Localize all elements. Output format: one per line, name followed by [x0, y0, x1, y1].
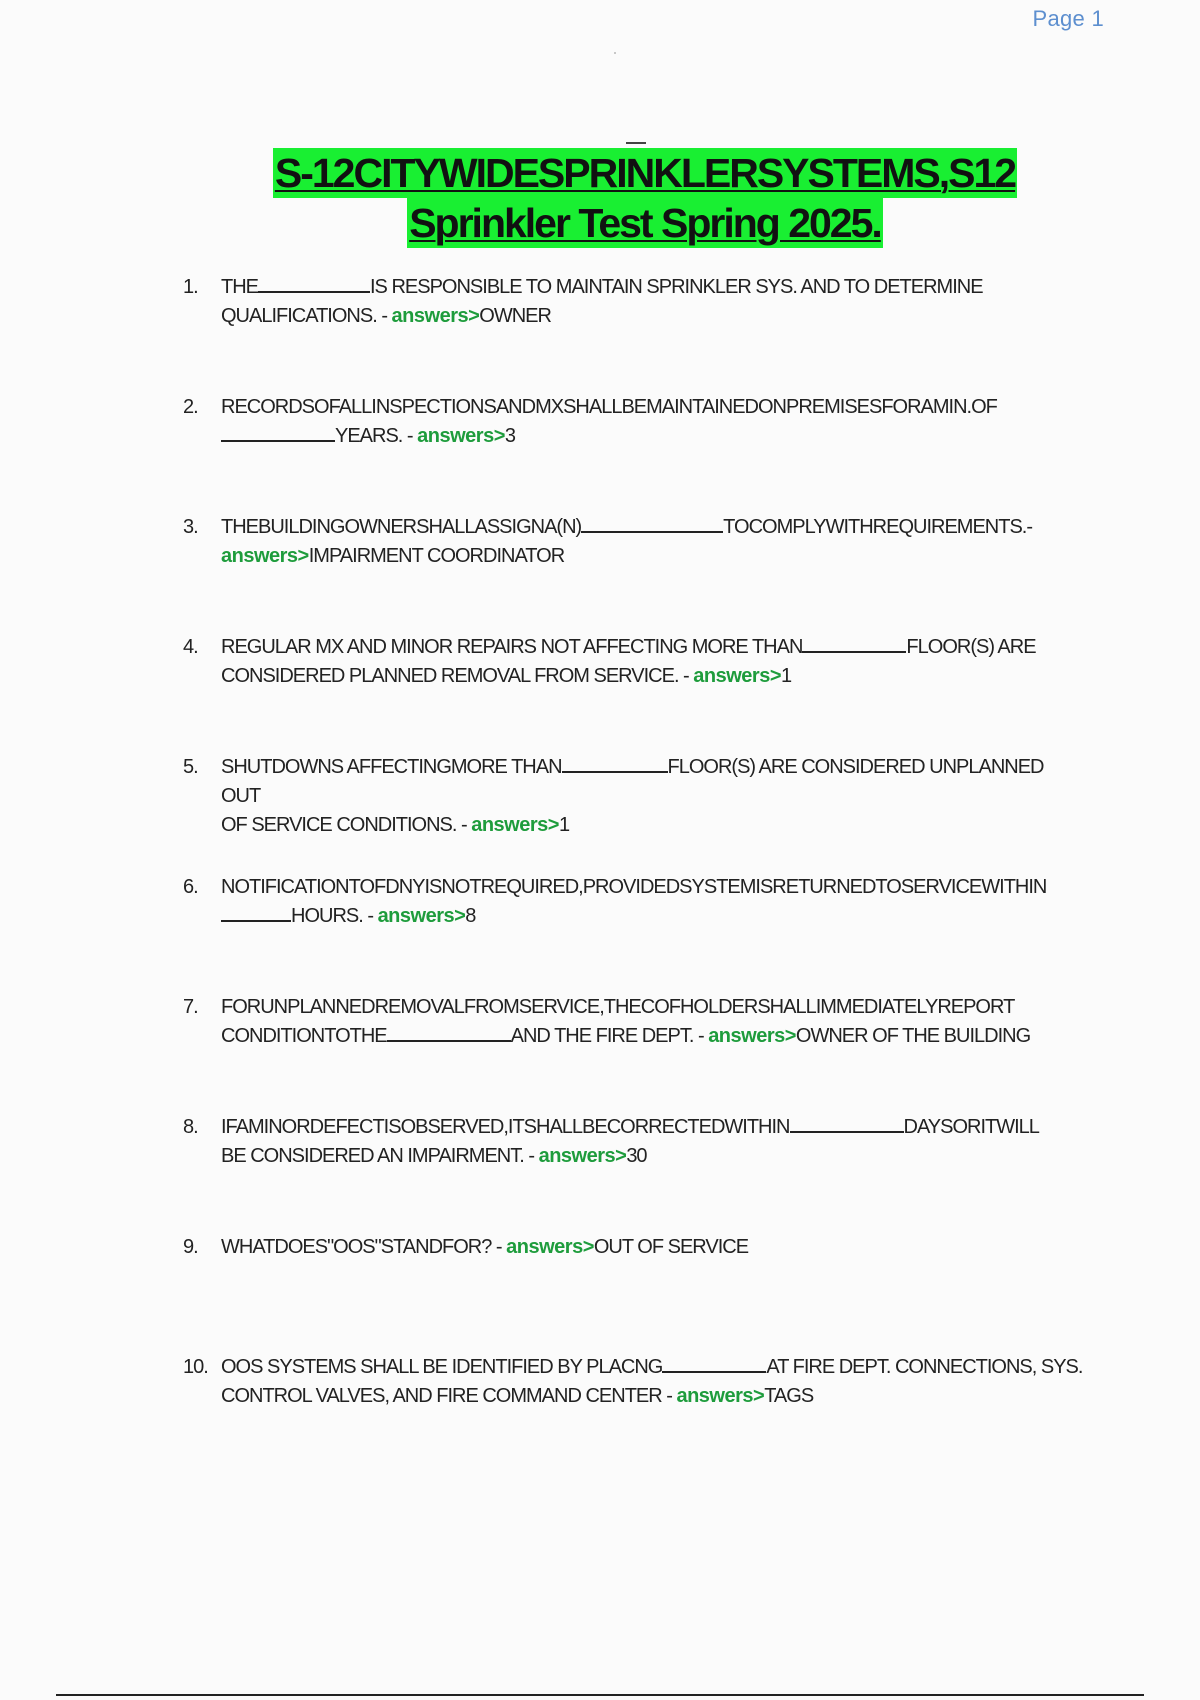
question-text-segment: AT FIRE DEPT. CONNECTIONS, SYS.: [766, 1356, 1083, 1378]
question-item: [183, 273, 1083, 393]
question-text-segment: RECORDSOFALLINSPECTIONSANDMXSHALLBEMAINTAINEDONPREMISESFORAMIN.OF: [221, 396, 997, 418]
answer-text: OWNER: [479, 305, 551, 327]
question-text-segment: IFAMINORDEFECTISOBSERVED,ITSHALLBECORRECTEDWITHIN: [221, 1116, 790, 1138]
question-text-segment: FLOOR(S) ARE CONSIDERED UNPLANNED OUT: [221, 756, 1044, 807]
question-text-segment: QUALIFICATIONS. -: [221, 305, 392, 327]
question-text-segment: SHUTDOWNS AFFECTINGMORE THAN: [221, 756, 562, 778]
question-text-segment: OF SERVICE CONDITIONS. -: [221, 814, 472, 836]
question-text-segment: DAYSORITWILL: [903, 1116, 1039, 1138]
question-item: [183, 1113, 1083, 1233]
question-text-segment: TOCOMPLYWITHREQUIREMENTS.-: [723, 516, 1032, 538]
answer-text: 3: [504, 425, 515, 447]
answer-text: 1: [558, 814, 570, 836]
question-number: 8.: [183, 1116, 198, 1138]
question-text: [221, 1113, 1083, 1171]
question-item: [183, 1353, 1083, 1473]
scan-speck: [614, 52, 616, 54]
question-item: [183, 753, 1083, 873]
answers-tag: answers>: [693, 665, 782, 687]
question-text-segment: FORUNPLANNEDREMOVALFROMSERVICE,THECOFHOLDERSHALLIMMEDIATELYREPORT: [221, 996, 1015, 1018]
question-number: 10.: [183, 1356, 208, 1378]
question-text-segment: THEBUILDINGOWNERSHALLASSIGNA(N): [221, 516, 582, 538]
question-text-segment: YEARS. -: [335, 425, 418, 447]
question-item: [183, 633, 1083, 753]
question-text-segment: BE CONSIDERED AN IMPAIRMENT. -: [221, 1145, 539, 1167]
question-text-segment: CONTROL VALVES, AND FIRE COMMAND CENTER -: [221, 1385, 677, 1407]
answers-tag: answers>: [377, 905, 466, 927]
fill-blank: [387, 1022, 511, 1042]
page-number-label: Page 1: [1032, 6, 1104, 31]
question-number: 5.: [183, 756, 198, 778]
question-item: [183, 1233, 1083, 1353]
answer-text: 30: [626, 1145, 647, 1167]
question-number: 3.: [183, 516, 198, 538]
question-text: [221, 1353, 1083, 1411]
answers-tag: answers>: [676, 1385, 765, 1407]
question-number: 1.: [183, 276, 198, 298]
answers-tag: answers>: [417, 425, 505, 447]
bottom-divider: [56, 1694, 1144, 1696]
answer-text: OWNER OF THE BUILDING: [795, 1025, 1031, 1047]
answers-tag: answers>: [391, 305, 480, 327]
question-number: 2.: [183, 396, 198, 418]
answer-text: 8: [465, 905, 476, 927]
fill-blank: [790, 1113, 904, 1133]
answer-text: TAGS: [764, 1385, 814, 1407]
question-text: [221, 873, 1083, 931]
question-number: 6.: [183, 876, 198, 898]
answers-tag: answers>: [538, 1145, 627, 1167]
answers-tag: answers>: [708, 1025, 796, 1047]
question-text: [221, 753, 1083, 840]
question-text-segment: FLOOR(S) ARE: [906, 636, 1036, 658]
answer-text: IMPAIRMENT COORDINATOR: [308, 545, 565, 567]
question-item: [183, 993, 1083, 1113]
question-text: [221, 273, 1083, 331]
question-item: [183, 393, 1083, 513]
question-text: [221, 1233, 1083, 1262]
fill-blank: [258, 273, 370, 293]
document-title: [0, 148, 1200, 248]
title-line-1: S-12CITYWIDESPRINKLERSYSTEMS,S12: [274, 150, 1016, 196]
fill-blank: [221, 422, 335, 442]
answers-tag: answers>: [471, 814, 559, 836]
question-text-segment: IS RESPONSIBLE TO MAINTAIN SPRINKLER SYS. AND TO DETERMINE: [370, 276, 983, 298]
question-text-segment: REGULAR MX AND MINOR REPAIRS NOT AFFECTING MORE THAN: [221, 636, 803, 658]
answer-text: OUT OF SERVICE: [593, 1236, 749, 1258]
question-number: 9.: [183, 1236, 198, 1258]
question-item: [183, 513, 1083, 633]
fill-blank: [581, 513, 723, 533]
title-line-2: Sprinkler Test Spring 2025.: [409, 200, 881, 246]
question-list: [183, 273, 1083, 1473]
question-text-segment: OOS SYSTEMS SHALL BE IDENTIFIED BY PLACNG: [221, 1356, 663, 1378]
question-text: [221, 513, 1083, 571]
question-text-segment: HOURS. -: [291, 905, 378, 927]
fill-blank: [221, 902, 291, 922]
fill-blank: [562, 753, 668, 773]
question-text-segment: CONDITIONTOTHE: [221, 1025, 387, 1047]
question-text-segment: CONSIDERED PLANNED REMOVAL FROM SERVICE. -: [221, 665, 694, 687]
question-text-segment: AND THE FIRE DEPT. -: [510, 1025, 709, 1047]
fill-blank: [662, 1353, 766, 1373]
question-number: 7.: [183, 996, 198, 1018]
question-text: [221, 393, 1083, 451]
question-number: 4.: [183, 636, 198, 658]
answers-tag: answers>: [506, 1236, 594, 1258]
question-text-segment: THE: [221, 276, 258, 298]
question-text: [221, 993, 1083, 1051]
header-dash: [626, 142, 646, 144]
answer-text: 1: [781, 665, 792, 687]
question-text-segment: WHATDOES"OOS"STANDFOR? -: [221, 1236, 507, 1258]
question-text: [221, 633, 1083, 691]
question-text-segment: NOTIFICATIONTOFDNYISNOTREQUIRED,PROVIDEDSYSTEMISRETURNEDTOSERVICEWITHIN: [221, 876, 1047, 898]
answers-tag: answers>: [221, 545, 309, 567]
question-item: [183, 873, 1083, 993]
fill-blank: [802, 633, 906, 653]
